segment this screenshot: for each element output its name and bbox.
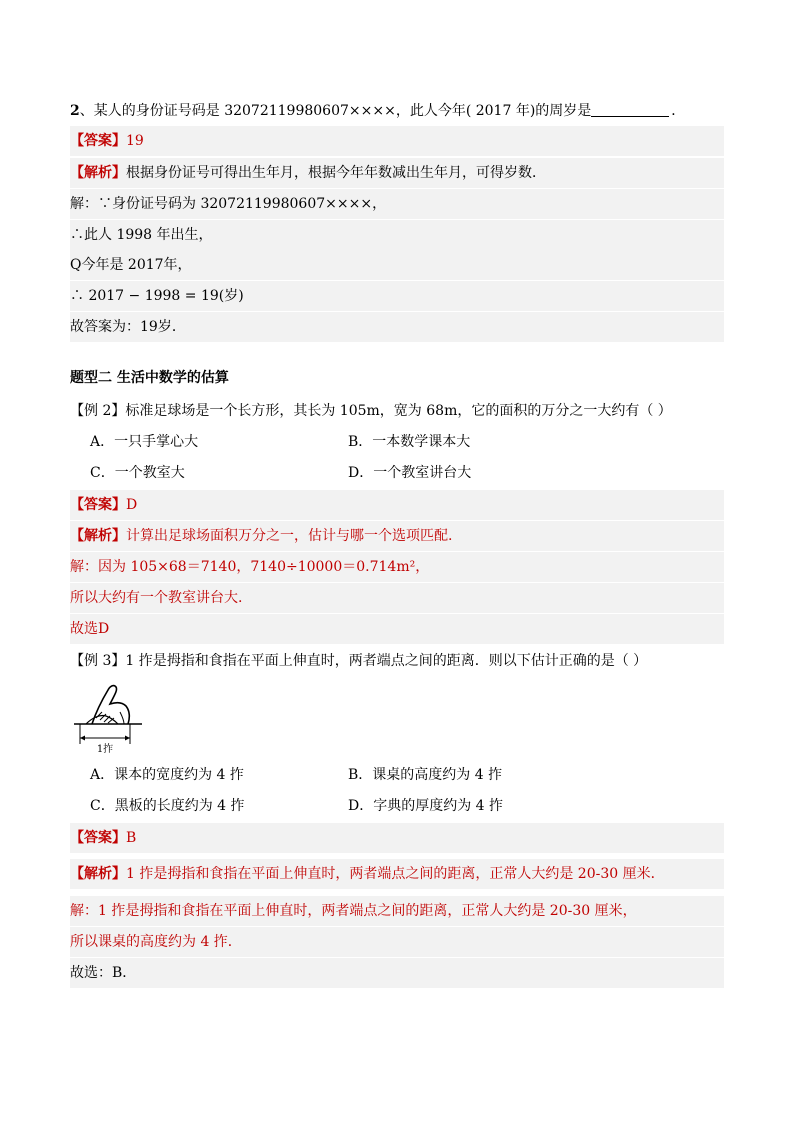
question-tail: ． [671, 103, 686, 119]
example-text: 1 拃是拇指和食指在平面上伸直时，两者端点之间的距离．则以下估计正确的是（ ） [125, 653, 648, 669]
example-label: 【例 3】 [70, 653, 126, 669]
section-title: 题型二 生活中数学的估算 [70, 370, 229, 386]
options-row [70, 427, 724, 457]
solution-line [70, 896, 724, 926]
solution-line [70, 958, 724, 988]
options-row [70, 458, 724, 488]
example-2-stem [70, 396, 724, 426]
answer-label: 【答案】 [70, 830, 126, 846]
analysis-row [70, 521, 724, 551]
solution-text: 所以课桌的高度约为 4 拃． [70, 934, 242, 950]
option-a: A．一只手掌心大 [90, 434, 199, 450]
analysis-label: 【解析】 [70, 866, 126, 882]
solution-line [70, 281, 724, 311]
solution-text: 故答案为：19岁． [70, 319, 186, 335]
solution-line [70, 250, 724, 280]
answer-blank [591, 100, 669, 117]
option-a: A．课本的宽度约为 4 拃 [90, 767, 244, 783]
question-text: 、某人的身份证号码是 32072119980607××××，此人今年( 2017 年)的周岁是 [79, 103, 592, 119]
answer-value: D [126, 497, 138, 513]
analysis-text: 根据身份证号可得出生年月，根据今年年数减出生年月，可得岁数． [126, 165, 546, 181]
solution-line [70, 927, 724, 957]
question-2 [70, 96, 724, 126]
option-d: D．字典的厚度约为 4 拃 [348, 798, 504, 814]
option-c: C．黑板的长度约为 4 拃 [90, 798, 245, 814]
analysis-label: 【解析】 [70, 528, 126, 544]
option-c: C．一个教室大 [90, 465, 185, 481]
answer-row [70, 490, 724, 520]
solution-text: 故选D [70, 621, 110, 637]
solution-line [70, 312, 724, 342]
example-label: 【例 2】 [70, 403, 126, 419]
solution-text: 所以大约有一个教室讲台大. [70, 590, 243, 606]
solution-text: ∴此人 1998 年出生， [70, 227, 213, 243]
example-3-stem [70, 646, 724, 676]
solution-text: 解：∵身份证号码为 32072119980607××××， [70, 196, 387, 212]
figure-label: 1拃 [96, 744, 114, 755]
question-number: 2 [70, 103, 80, 119]
solution-text: Q今年是 2017年， [70, 257, 192, 273]
answer-label: 【答案】 [70, 497, 126, 513]
solution-text: 解：因为 105×68＝7140，7140÷10000＝0.714m²， [70, 559, 430, 575]
solution-line [70, 220, 724, 250]
answer-row [70, 823, 724, 853]
solution-text: 解：1 拃是拇指和食指在平面上伸直时，两者端点之间的距离，正常人大约是 20-30 厘米， [70, 903, 637, 919]
options-row [70, 760, 724, 790]
option-d: D．一个教室讲台大 [348, 465, 472, 481]
solution-text: 故选：B． [70, 965, 137, 981]
answer-value: 19 [126, 133, 144, 149]
analysis-text: 1 拃是拇指和食指在平面上伸直时，两者端点之间的距离，正常人大约是 20-30 厘米． [126, 866, 665, 882]
hand-span-figure [72, 678, 144, 758]
answer-row [70, 126, 724, 156]
answer-label: 【答案】 [70, 133, 126, 149]
option-b: B．课桌的高度约为 4 拃 [348, 767, 503, 783]
example-text: 标准足球场是一个长方形，其长为 105m，宽为 68m，它的面积的万分之一大约有（ ） [125, 403, 672, 419]
analysis-text: 计算出足球场面积万分之一，估计与哪一个选项匹配. [126, 528, 453, 544]
analysis-label: 【解析】 [70, 165, 126, 181]
option-b: B．一本数学课本大 [348, 434, 471, 450]
solution-line [70, 552, 724, 582]
solution-text: ∴ 2017 − 1998 = 19(岁) [70, 288, 244, 304]
hand-span-illustration [72, 678, 144, 758]
solution-line [70, 189, 724, 219]
solution-line [70, 583, 724, 613]
analysis-row [70, 859, 724, 889]
solution-line [70, 614, 724, 644]
analysis-row [70, 158, 724, 188]
answer-value: B [126, 830, 137, 846]
options-row [70, 791, 724, 821]
